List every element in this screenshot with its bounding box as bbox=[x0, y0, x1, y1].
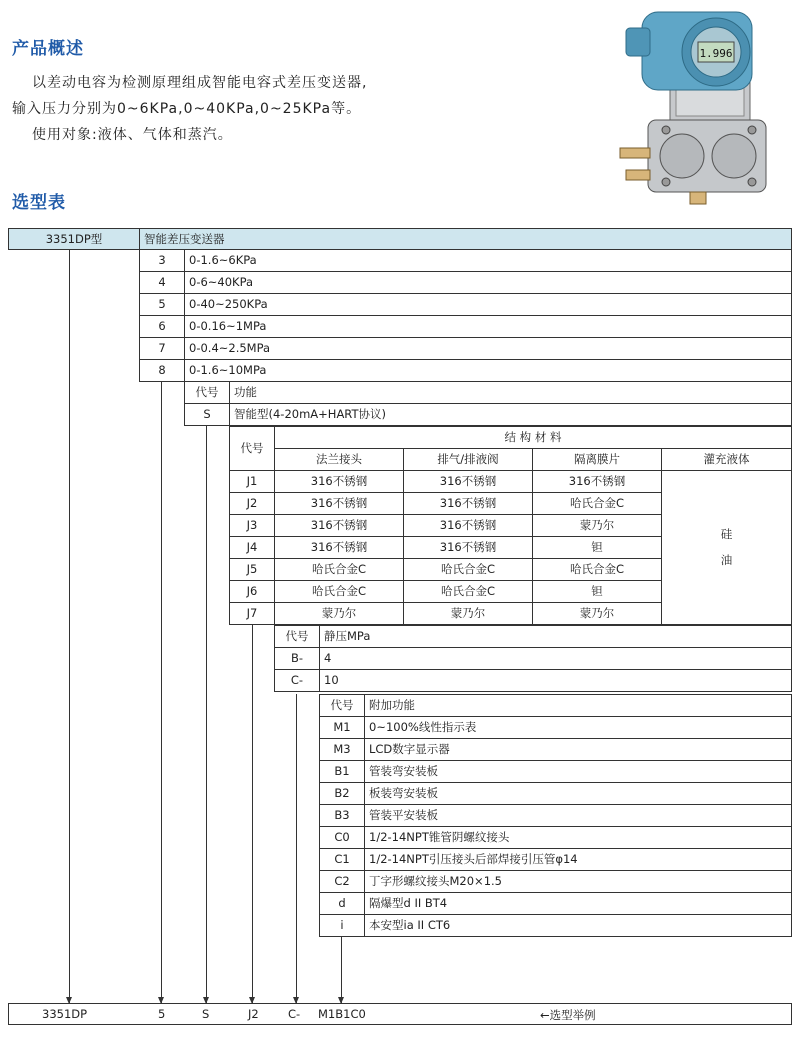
material-diaphragm: 钽 bbox=[532, 536, 662, 559]
material-code: J3 bbox=[229, 514, 275, 537]
material-flange: 哈氏合金C bbox=[274, 558, 404, 581]
selection-title: 选型表 bbox=[12, 193, 66, 213]
material-flange: 蒙乃尔 bbox=[274, 602, 404, 625]
fill-value-2: 油 bbox=[720, 553, 733, 567]
extra-desc: 本安型ia II CT6 bbox=[364, 914, 792, 937]
material-flange: 316不锈钢 bbox=[274, 536, 404, 559]
extra-code: M3 bbox=[319, 738, 365, 761]
material-flange: 316不锈钢 bbox=[274, 492, 404, 515]
connector-function bbox=[206, 426, 207, 1003]
material-diaphragm: 蒙乃尔 bbox=[532, 602, 662, 625]
material-diaphragm: 316不锈钢 bbox=[532, 470, 662, 493]
material-vent: 316不锈钢 bbox=[403, 536, 533, 559]
extra-code: C0 bbox=[319, 826, 365, 849]
material-diaphragm: 哈氏合金C bbox=[532, 492, 662, 515]
range-desc: 0-1.6~6KPa bbox=[184, 249, 792, 272]
extra-desc: LCD数字显示器 bbox=[364, 738, 792, 761]
extra-desc: 0~100%线性指示表 bbox=[364, 716, 792, 739]
material-code: J1 bbox=[229, 470, 275, 493]
material-code: J5 bbox=[229, 558, 275, 581]
connector-material bbox=[252, 625, 253, 1003]
material-vent: 哈氏合金C bbox=[403, 558, 533, 581]
example-material: J2 bbox=[248, 1007, 259, 1021]
example-model: 3351DP bbox=[42, 1007, 88, 1021]
extra-code: B3 bbox=[319, 804, 365, 827]
material-flange: 316不锈钢 bbox=[274, 514, 404, 537]
extra-code: B2 bbox=[319, 782, 365, 805]
connector-static bbox=[296, 694, 297, 1003]
static-code: C- bbox=[274, 669, 320, 692]
material-code: J2 bbox=[229, 492, 275, 515]
range-desc: 0-0.4~2.5MPa bbox=[184, 337, 792, 360]
extra-desc: 1/2-14NPT引压接头后部焊接引压管φ14 bbox=[364, 848, 792, 871]
fill-value-1: 硅 bbox=[720, 527, 733, 541]
material-diaphragm: 钽 bbox=[532, 580, 662, 603]
range-desc: 0-6~40KPa bbox=[184, 271, 792, 294]
material-diaphragm: 哈氏合金C bbox=[532, 558, 662, 581]
connector-model bbox=[69, 250, 70, 1003]
connector-static-arrow bbox=[293, 997, 299, 1004]
connector-range-arrow bbox=[158, 997, 164, 1004]
static-desc: 10 bbox=[319, 669, 792, 692]
connector-extras bbox=[341, 937, 342, 1003]
function-code: S bbox=[184, 403, 230, 426]
material-diaphragm: 蒙乃尔 bbox=[532, 514, 662, 537]
range-code: 5 bbox=[139, 293, 185, 316]
connector-model-arrow bbox=[66, 997, 72, 1004]
material-header-flange: 法兰接头 bbox=[274, 448, 404, 471]
example-row bbox=[8, 1003, 792, 1025]
extra-code: C2 bbox=[319, 870, 365, 893]
material-vent: 哈氏合金C bbox=[403, 580, 533, 603]
example-range: 5 bbox=[158, 1007, 166, 1021]
extra-code: B1 bbox=[319, 760, 365, 783]
material-flange: 哈氏合金C bbox=[274, 580, 404, 603]
model-desc-cell: 智能差压变送器 bbox=[139, 228, 792, 250]
extra-code: d bbox=[319, 892, 365, 915]
material-vent: 316不锈钢 bbox=[403, 514, 533, 537]
extra-header-desc: 附加功能 bbox=[364, 694, 792, 717]
static-header-code: 代号 bbox=[274, 625, 320, 648]
extra-desc: 板装弯安装板 bbox=[364, 782, 792, 805]
static-header-desc: 静压MPa bbox=[319, 625, 792, 648]
device-display-text: 1.996 bbox=[699, 47, 733, 60]
material-fill-cell bbox=[661, 470, 792, 625]
range-code: 6 bbox=[139, 315, 185, 338]
range-desc: 0-0.16~1MPa bbox=[184, 315, 792, 338]
example-static: C- bbox=[288, 1007, 301, 1021]
extra-code: i bbox=[319, 914, 365, 937]
extra-desc: 管装平安装板 bbox=[364, 804, 792, 827]
model-cell: 3351DP型 bbox=[8, 228, 140, 250]
extra-desc: 管装弯安装板 bbox=[364, 760, 792, 783]
static-desc: 4 bbox=[319, 647, 792, 670]
material-code: J4 bbox=[229, 536, 275, 559]
transmitter-image bbox=[612, 4, 784, 214]
material-header-diaphragm: 隔离膜片 bbox=[532, 448, 662, 471]
function-header-desc: 功能 bbox=[229, 381, 792, 404]
material-vent: 316不锈钢 bbox=[403, 492, 533, 515]
overview-line-1: 以差动电容为检测原理组成智能电容式差压变送器, bbox=[32, 75, 368, 91]
example-note: ←选型举例 bbox=[540, 1008, 596, 1022]
function-header-code: 代号 bbox=[184, 381, 230, 404]
range-code: 4 bbox=[139, 271, 185, 294]
material-vent: 316不锈钢 bbox=[403, 470, 533, 493]
extra-desc: 隔爆型d II BT4 bbox=[364, 892, 792, 915]
range-code: 7 bbox=[139, 337, 185, 360]
example-function: S bbox=[202, 1007, 210, 1021]
extra-header-code: 代号 bbox=[319, 694, 365, 717]
extra-desc: 1/2-14NPT锥管阴螺纹接头 bbox=[364, 826, 792, 849]
material-header-code: 代号 bbox=[229, 426, 275, 471]
static-code: B- bbox=[274, 647, 320, 670]
material-code: J6 bbox=[229, 580, 275, 603]
range-code: 3 bbox=[139, 249, 185, 272]
extra-code: M1 bbox=[319, 716, 365, 739]
range-code: 8 bbox=[139, 359, 185, 382]
connector-function-arrow bbox=[203, 997, 209, 1004]
connector-range bbox=[161, 381, 162, 1003]
material-header-vent: 排气/排液阀 bbox=[403, 448, 533, 471]
material-flange: 316不锈钢 bbox=[274, 470, 404, 493]
material-code: J7 bbox=[229, 602, 275, 625]
material-header-fill: 灌充液体 bbox=[661, 448, 792, 471]
overview-line-3: 使用对象:液体、气体和蒸汽。 bbox=[32, 127, 233, 143]
extra-code: C1 bbox=[319, 848, 365, 871]
range-desc: 0-1.6~10MPa bbox=[184, 359, 792, 382]
function-desc: 智能型(4-20mA+HART协议) bbox=[229, 403, 792, 426]
material-vent: 蒙乃尔 bbox=[403, 602, 533, 625]
overview-line-2: 输入压力分别为0~6KPa,0~40KPa,0~25KPa等。 bbox=[12, 101, 362, 117]
example-extras: M1B1C0 bbox=[318, 1007, 366, 1021]
overview-title: 产品概述 bbox=[12, 39, 84, 59]
connector-extras-arrow bbox=[338, 997, 344, 1004]
range-desc: 0-40~250KPa bbox=[184, 293, 792, 316]
connector-material-arrow bbox=[249, 997, 255, 1004]
material-header-group: 结 构 材 料 bbox=[274, 426, 792, 449]
extra-desc: 丁字形螺纹接头M20×1.5 bbox=[364, 870, 792, 893]
